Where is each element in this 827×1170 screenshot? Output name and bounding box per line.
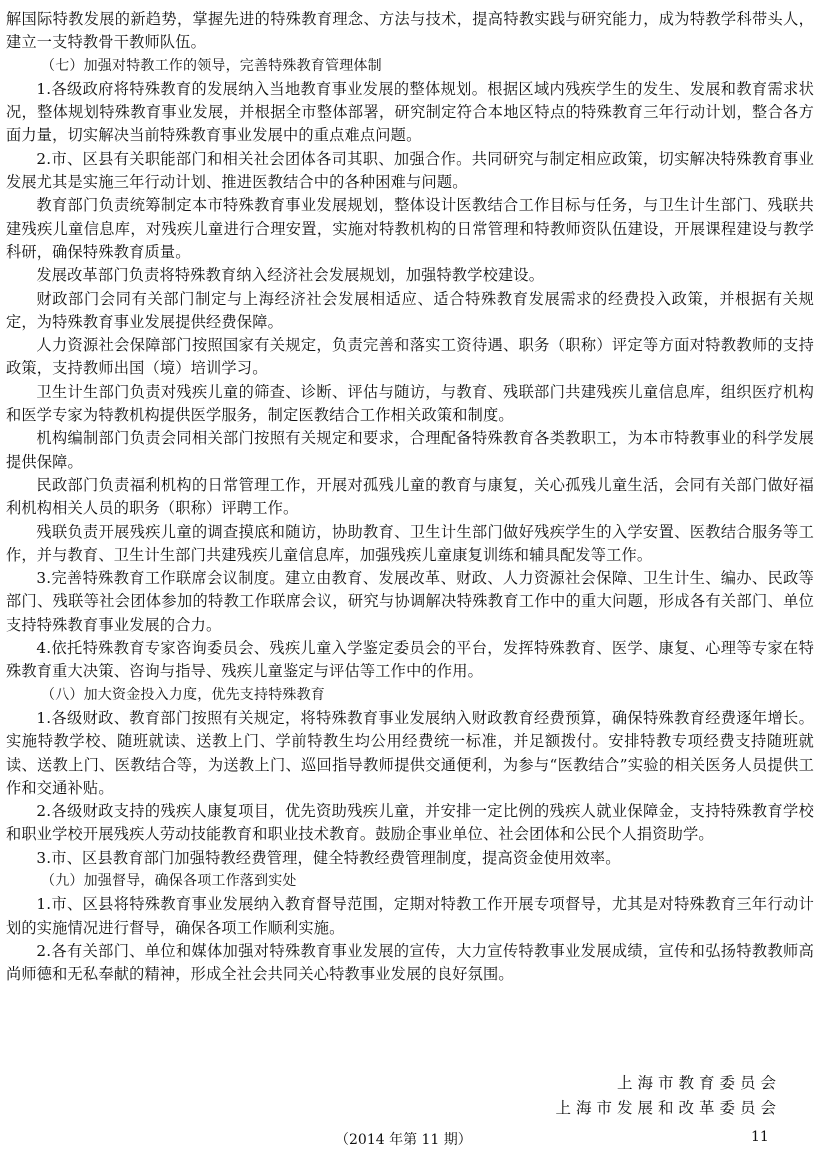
section-heading: （七）加强对特教工作的领导，完善特殊教育管理体制	[41, 57, 382, 74]
paragraph: 2.各级财政支持的残疾人康复项目，优先资助残疾儿童，并安排一定比例的残疾人就业保障金，支持特殊教育学校和职业学校开展残疾人劳动技能教育和职业技术教育。鼓励企事业单位、社会团体和公民个人捐资助学。	[6, 802, 814, 844]
paragraph: 3.市、区县教育部门加强特教经费管理，健全特教经费管理制度，提高资金使用效率。	[36, 848, 621, 867]
section-heading: （八）加大资金投入力度，优先支持特殊教育	[41, 686, 325, 703]
paragraph: 3.完善特殊教育工作联席会议制度。建立由教育、发展改革、财政、人力资源社会保障、卫生计生、编办、民政等部门、残联等社会团体参加的特教工作联席会议，研究与协调解决特殊教育工作中的重大问题，形成各有关部门、单位支持特殊教育事业发展的合力。	[6, 569, 814, 634]
paragraph: 2.市、区县有关职能部门和相关社会团体各司其职、加强合作。共同研究与制定相应政策，切实解决特殊教育事业发展尤其是实施三年行动计划、推进医教结合中的各种困难与问题。	[6, 149, 814, 192]
paragraph: 解国际特教发展的新趋势，掌握先进的特殊教育理念、方法与技术，提高特教实践与研究能力，成为特教学科带头人，建立一支特教骨干教师队伍。	[6, 10, 814, 52]
document-body	[6, 8, 814, 986]
paragraph: 残联负责开展残疾儿童的调查摸底和随访，协助教育、卫生计生部门做好残疾学生的入学安置、医教结合服务等工作，并与教育、卫生计生部门共建残疾儿童信息库，加强残疾儿童康复训练和辅具配发等工作。	[6, 522, 814, 564]
paragraph: 民政部门负责福利机构的日常管理工作，开展对孤残儿童的教育与康复，关心孤残儿童生活，会同有关部门做好福利机构相关人员的职务（职称）评聘工作。	[6, 475, 814, 518]
signature-line: 上海市发展和改革委员会	[555, 1099, 781, 1117]
issue-label: （2014 年第 11 期）	[335, 1132, 472, 1148]
page-number: 11	[751, 1129, 769, 1145]
section-heading: （九）加强督导，确保各项工作落到实处	[41, 872, 297, 889]
paragraph: 1.各级财政、教育部门按照有关规定，将特殊教育事业发展纳入财政教育经费预算，确保特殊教育经费逐年增长。实施特教学校、随班就读、送教上门、学前特教生均公用经费统一标准，并足额拨付。安排特教专项经费支持随班就读、送教上门、医教结合等，为送教上门、巡回指导教师提供交通便利，为参与“医教结合”实验的相关医务人员提供工作和交通补贴。	[6, 708, 814, 797]
signature-block	[555, 1071, 781, 1121]
paragraph: 人力资源社会保障部门按照国家有关规定，负责完善和落实工资待遇、职务（职称）评定等方面对特教教师的支持政策，支持教师出国（境）培训学习。	[6, 336, 814, 378]
paragraph: 卫生计生部门负责对残疾儿童的筛查、诊断、评估与随访，与教育、残联部门共建残疾儿童信息库，组织医疗机构和医学专家为特教机构提供医学服务，制定医教结合工作相关政策和制度。	[6, 382, 814, 425]
paragraph: 教育部门负责统筹制定本市特殊教育事业发展规划，整体设计医教结合工作目标与任务，与卫生计生部门、残联共建残疾儿童信息库，对残疾儿童进行合理安置，实施对特教机构的日常管理和特教师资队伍建设，开展课程建设与教学科研，确保特殊教育质量。	[6, 196, 814, 261]
signature-line: 上海市教育委员会	[616, 1074, 781, 1092]
paragraph: 机构编制部门负责会同相关部门按照有关规定和要求，合理配备特殊教育各类教职工，为本市特教事业的科学发展提供保障。	[6, 429, 814, 471]
paragraph: 2.各有关部门、单位和媒体加强对特殊教育事业发展的宣传，大力宣传特教事业发展成绩，宣传和弘扬特教教师高尚师德和无私奉献的精神，形成全社会共同关心特教事业发展的良好氛围。	[6, 941, 814, 984]
paragraph: 1.各级政府将特殊教育的发展纳入当地教育事业发展的整体规划。根据区域内残疾学生的发生、发展和教育需求状况，整体规划特殊教育事业发展，并根据全市整体部署，研究制定符合本地区特点的特殊教育三年行动计划，整合各方面力量，切实解决当前特殊教育事业发展中的重点难点问题。	[6, 79, 814, 145]
paragraph: 1.市、区县将特殊教育事业发展纳入教育督导范围，定期对特教工作开展专项督导，尤其是对特殊教育三年行动计划的实施情况进行督导，确保各项工作顺利实施。	[6, 895, 814, 937]
paragraph: 财政部门会同有关部门制定与上海经济社会发展相适应、适合特殊教育发展需求的经费投入政策，并根据有关规定，为特殊教育事业发展提供经费保障。	[6, 289, 814, 331]
paragraph: 4.依托特殊教育专家咨询委员会、残疾儿童入学鉴定委员会的平台，发挥特殊教育、医学、康复、心理等专家在特殊教育重大决策、咨询与指导、残疾儿童鉴定与评估等工作中的作用。	[6, 639, 814, 681]
paragraph: 发展改革部门负责将特殊教育纳入经济社会发展规划，加强特教学校建设。	[36, 266, 545, 285]
